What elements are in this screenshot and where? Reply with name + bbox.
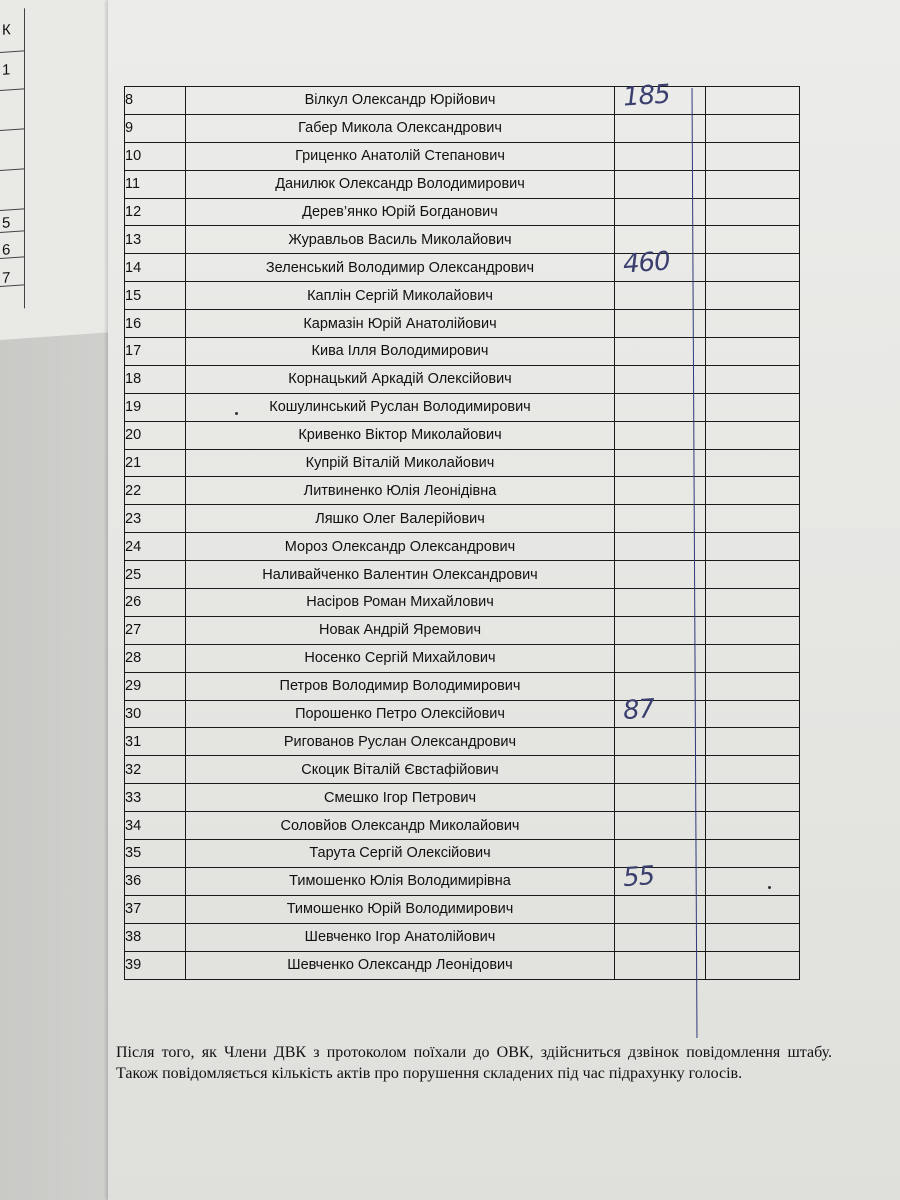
side-number: К [2, 21, 11, 39]
votes-cell [615, 756, 706, 784]
blank-cell [706, 365, 800, 393]
candidate-name: Шевченко Олександр Леонідович [186, 951, 615, 979]
candidate-row [125, 895, 800, 923]
candidate-number: 22 [125, 477, 186, 505]
side-grid-line [0, 208, 24, 211]
blank-cell [706, 198, 800, 226]
candidate-number: 34 [125, 812, 186, 840]
candidate-name: Петров Володимир Володимирович [186, 672, 615, 700]
votes-cell [615, 644, 706, 672]
candidate-row [125, 282, 800, 310]
blank-cell [706, 477, 800, 505]
candidate-row [125, 310, 800, 338]
votes-cell [615, 693, 706, 728]
candidate-number: 24 [125, 533, 186, 561]
candidate-number: 32 [125, 756, 186, 784]
blank-cell [706, 254, 800, 282]
candidate-row [125, 226, 800, 254]
candidate-number: 12 [125, 198, 186, 226]
candidate-row [125, 616, 800, 644]
candidate-name: Купрій Віталій Миколайович [186, 449, 615, 477]
candidate-number: 18 [125, 365, 186, 393]
votes-cell [615, 561, 706, 589]
blank-cell [706, 895, 800, 923]
candidate-row [125, 254, 800, 282]
votes-cell [615, 393, 706, 421]
votes-cell [615, 505, 706, 533]
candidate-name: Тимошенко Юрій Володимирович [186, 895, 615, 923]
candidate-name: Соловйов Олександр Миколайович [186, 812, 615, 840]
candidate-name: Корнацький Аркадій Олексійович [186, 365, 615, 393]
candidate-name: Тимошенко Юлія Володимирівна [186, 867, 615, 895]
candidate-number: 19 [125, 393, 186, 421]
blank-cell [706, 226, 800, 254]
candidate-number: 14 [125, 254, 186, 282]
side-number: 5 [2, 214, 11, 232]
side-grid-line [0, 128, 24, 131]
candidate-name: Данилюк Олександр Володимирович [186, 170, 615, 198]
blank-cell [706, 561, 800, 589]
candidate-number: 11 [125, 170, 186, 198]
candidates-table [124, 79, 800, 980]
side-grid [0, 8, 25, 310]
votes-cell [615, 449, 706, 477]
candidate-row [125, 728, 800, 756]
candidate-name: Кошулинський Руслан Володимирович [186, 393, 615, 421]
blank-cell [706, 310, 800, 338]
votes-cell [615, 812, 706, 840]
candidate-name: Литвиненко Юлія Леонідівна [186, 477, 615, 505]
candidate-number: 39 [125, 951, 186, 979]
blank-cell [706, 784, 800, 812]
side-number: 6 [2, 241, 11, 259]
candidate-row [125, 170, 800, 198]
blank-cell [706, 393, 800, 421]
votes-cell [615, 923, 706, 951]
handwritten-vote-count: 460 [622, 246, 671, 280]
candidate-name: Кривенко Віктор Миколайович [186, 421, 615, 449]
candidate-name: Зеленський Володимир Олександрович [186, 254, 615, 282]
votes-cell [615, 860, 706, 895]
candidate-row [125, 198, 800, 226]
handwritten-vote-count: 55 [621, 860, 656, 893]
candidate-name: Дерев’янко Юрій Богданович [186, 198, 615, 226]
blank-cell [706, 421, 800, 449]
handwritten-vote-count: 185 [622, 79, 671, 113]
votes-cell [615, 477, 706, 505]
candidate-name: Мороз Олександр Олександрович [186, 533, 615, 561]
candidate-row [125, 533, 800, 561]
candidate-number: 28 [125, 644, 186, 672]
candidate-name: Шевченко Ігор Анатолійович [186, 923, 615, 951]
handwritten-vote-count: 87 [621, 693, 656, 726]
blank-cell [706, 951, 800, 979]
blank-cell [706, 923, 800, 951]
candidate-number: 27 [125, 616, 186, 644]
candidate-number: 17 [125, 338, 186, 366]
votes-cell [615, 589, 706, 617]
candidate-row [125, 756, 800, 784]
blank-cell [706, 282, 800, 310]
candidate-row [125, 477, 800, 505]
blank-cell [706, 533, 800, 561]
candidate-name: Журавльов Василь Миколайович [186, 226, 615, 254]
votes-cell [615, 616, 706, 644]
votes-cell [615, 365, 706, 393]
blank-cell [706, 756, 800, 784]
candidate-number: 30 [125, 700, 186, 728]
candidate-name: Ляшко Олег Валерійович [186, 505, 615, 533]
candidate-name: Скоцик Віталій Євстафійович [186, 756, 615, 784]
candidate-name: Кива Ілля Володимирович [186, 338, 615, 366]
ink-dot [235, 412, 238, 415]
candidate-row [125, 393, 800, 421]
votes-cell [615, 895, 706, 923]
candidate-row [125, 421, 800, 449]
candidate-name: Носенко Сергій Михайлович [186, 644, 615, 672]
candidate-row [125, 812, 800, 840]
candidate-number: 36 [125, 867, 186, 895]
candidate-name: Ригованов Руслан Олександрович [186, 728, 615, 756]
footer-note: Після того, як Члени ДВК з протоколом поїхали до ОВК, здійсниться дзвінок повідомлення штабу. Також повідомляється кількість актів про порушення складених під час підрахунку голосів. [116, 1044, 832, 1082]
candidate-row [125, 644, 800, 672]
candidate-row [125, 951, 800, 979]
side-grid-line [0, 168, 24, 171]
candidate-name: Габер Микола Олександрович [186, 114, 615, 142]
blank-cell [706, 867, 800, 895]
candidate-number: 8 [125, 87, 186, 115]
candidate-row [125, 840, 800, 868]
candidate-number: 21 [125, 449, 186, 477]
candidate-number: 38 [125, 923, 186, 951]
candidate-number: 25 [125, 561, 186, 589]
candidate-row [125, 867, 800, 895]
candidate-name: Смешко Ігор Петрович [186, 784, 615, 812]
candidate-row [125, 589, 800, 617]
candidate-number: 10 [125, 142, 186, 170]
blank-cell [706, 87, 800, 115]
candidate-row [125, 114, 800, 142]
side-grid-line [0, 88, 24, 91]
candidate-number: 20 [125, 421, 186, 449]
blank-cell [706, 170, 800, 198]
candidates-table-body [125, 79, 800, 980]
candidate-row [125, 700, 800, 728]
candidate-number: 35 [125, 840, 186, 868]
candidate-name: Тарута Сергій Олексійович [186, 840, 615, 868]
candidate-row [125, 505, 800, 533]
votes-cell [615, 728, 706, 756]
candidate-row [125, 338, 800, 366]
candidate-name: Кармазін Юрій Анатолійович [186, 310, 615, 338]
candidate-name: Новак Андрій Яремович [186, 616, 615, 644]
votes-cell [615, 533, 706, 561]
blank-cell [706, 840, 800, 868]
blank-cell [706, 812, 800, 840]
candidate-row [125, 784, 800, 812]
votes-cell [615, 421, 706, 449]
candidate-name: Вілкул Олександр Юрійович [186, 87, 615, 115]
candidate-number: 15 [125, 282, 186, 310]
candidate-number: 33 [125, 784, 186, 812]
votes-cell [615, 951, 706, 979]
side-grid-line [0, 50, 24, 53]
candidate-row [125, 87, 800, 115]
candidate-number: 23 [125, 505, 186, 533]
candidate-number: 37 [125, 895, 186, 923]
candidate-number: 9 [125, 114, 186, 142]
blank-cell [706, 644, 800, 672]
candidate-name: Каплін Сергій Миколайович [186, 282, 615, 310]
blank-cell [706, 672, 800, 700]
blank-cell [706, 616, 800, 644]
underlying-paper-sheet [0, 0, 121, 340]
votes-cell [615, 784, 706, 812]
candidate-number: 13 [125, 226, 186, 254]
candidate-number: 16 [125, 310, 186, 338]
candidate-name: Наливайченко Валентин Олександрович [186, 561, 615, 589]
candidate-name: Гриценко Анатолій Степанович [186, 142, 615, 170]
candidate-number: 29 [125, 672, 186, 700]
side-number: 1 [2, 61, 11, 79]
blank-cell [706, 505, 800, 533]
candidate-row [125, 365, 800, 393]
candidate-number: 31 [125, 728, 186, 756]
blank-cell [706, 142, 800, 170]
blank-cell [706, 449, 800, 477]
blank-cell [706, 700, 800, 728]
candidate-row [125, 449, 800, 477]
candidate-name: Порошенко Петро Олексійович [186, 700, 615, 728]
side-number: 7 [2, 269, 11, 287]
candidate-number: 26 [125, 589, 186, 617]
blank-cell [706, 589, 800, 617]
candidate-row [125, 923, 800, 951]
candidate-name: Насіров Роман Михайлович [186, 589, 615, 617]
candidate-row [125, 672, 800, 700]
candidate-row [125, 142, 800, 170]
blank-cell [706, 114, 800, 142]
blank-cell [706, 338, 800, 366]
ink-dot [768, 886, 771, 889]
blank-cell [706, 728, 800, 756]
candidate-row [125, 561, 800, 589]
